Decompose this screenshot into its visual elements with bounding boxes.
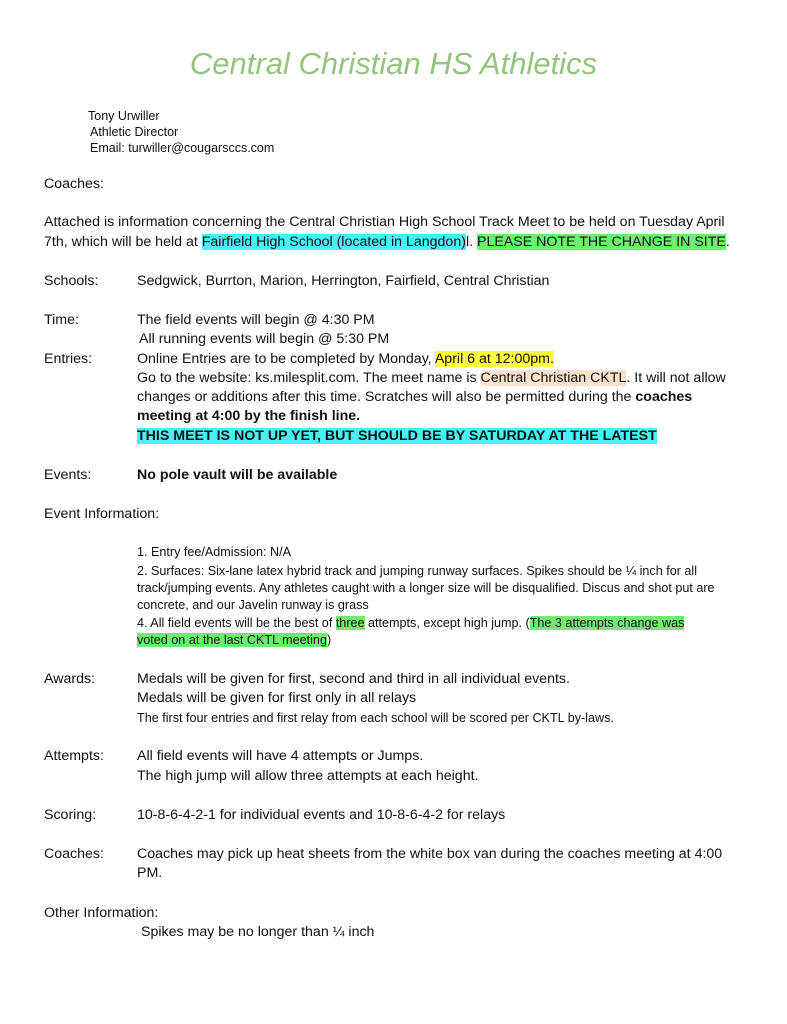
entries-line-4 (137, 408, 360, 424)
entries-line-2 (137, 370, 726, 386)
awards-line-2: Medals will be given for first only in all relays (137, 690, 417, 706)
schools-value: Sedgwick, Burrton, Marion, Herrington, Fairfield, Central Christian (137, 273, 550, 289)
awards-line-1: Medals will be given for first, second and third in all individual events. (137, 671, 570, 687)
entries-line-3 (137, 389, 692, 405)
other-info-value: Spikes may be no longer than ¼ inch (141, 924, 375, 940)
event-info-label: Event Information: (44, 506, 160, 522)
time-running: All running events will begin @ 5:30 PM (139, 331, 390, 347)
attempts-change-note: The 3 attempts change was (529, 616, 685, 630)
greeting: Coaches: (44, 176, 104, 192)
site-change-note: PLEASE NOTE THE CHANGE IN SITE (476, 234, 726, 250)
event-info-item-2-line-3: concrete, and our Javelin runway is grass (137, 598, 369, 612)
item-text: 4. All field events will be the best of (137, 616, 336, 630)
email-address: turwiller@cougarsccs.com (128, 141, 275, 155)
event-info-item-1: 1. Entry fee/Admission: N/A (137, 545, 291, 559)
entries-bold: coaches (635, 389, 693, 405)
entries-text: . It will not allow (626, 370, 726, 386)
site-highlight: Fairfield High School (located in Langdon) (201, 234, 466, 250)
scoring-value: 10-8-6-4-2-1 for individual events and 10-8-6-4-2 for relays (137, 807, 506, 823)
entries-deadline: April 6 at 12:00pm. (434, 351, 554, 367)
attempts-change-note: voted on at the last CKTL meeting (137, 633, 327, 647)
entries-notice-text: THIS MEET IS NOT UP YET, BUT SHOULD BE BY SATURDAY AT THE LATEST (137, 428, 657, 444)
event-info-item-2-line-1: 2. Surfaces: Six-lane latex hybrid track and jumping runway surfaces. Spikes should be ¼ inch for all (137, 564, 698, 578)
scoring-label: Scoring: (44, 807, 97, 823)
contact-name: Tony Urwiller (88, 109, 160, 123)
event-info-item-2-line-2: track/jumping events. Any athletes caught with a longer size will be disqualified. Discus and shot put are (137, 581, 715, 595)
intro-text: . (725, 234, 730, 250)
entries-bold: meeting at 4:00 by the finish line. (137, 408, 361, 424)
attempts-label: Attempts: (44, 748, 104, 764)
entries-text: changes or additions after this time. Scratches will also be permitted during the (137, 389, 636, 405)
intro-text: 7th, which will be held at (44, 234, 202, 250)
email-label: Email: (90, 141, 125, 155)
coaches-line-1: Coaches may pick up heat sheets from the white box van during the coaches meeting at 4:00 (137, 846, 723, 862)
coaches-line-2: PM. (137, 865, 163, 881)
awards-label: Awards: (44, 671, 95, 687)
event-info-item-4-line-2 (137, 633, 331, 647)
meet-name: Central Christian CKTL (480, 370, 627, 386)
contact-email-line (90, 141, 274, 155)
item-text: attempts, except high jump. ( (364, 616, 530, 630)
entries-text: Go to the website: ks.milesplit.com. The meet name is (137, 370, 481, 386)
entries-notice (137, 428, 657, 444)
events-label: Events: (44, 467, 92, 483)
intro-line-2 (44, 234, 730, 250)
schools-label: Schools: (44, 273, 99, 289)
page-title: Central Christian HS Athletics (189, 46, 598, 81)
entries-label: Entries: (44, 351, 93, 367)
contact-role: Athletic Director (90, 125, 179, 139)
coaches-label: Coaches: (44, 846, 104, 862)
entries-line-1 (137, 351, 554, 367)
entries-text: Online Entries are to be completed by Monday, (137, 351, 435, 367)
three-highlight: three (335, 616, 365, 630)
events-value (137, 467, 337, 483)
intro-text: l. (465, 234, 477, 250)
other-info-label: Other Information: (44, 905, 159, 921)
event-info-item-4-line-1 (137, 616, 684, 630)
time-label: Time: (44, 312, 79, 328)
awards-line-3: The first four entries and first relay from each school will be scored per CKTL by-laws. (137, 711, 614, 725)
events-value-text: No pole vault will be available (137, 467, 338, 483)
attempts-line-1: All field events will have 4 attempts or Jumps. (137, 748, 424, 764)
time-field: The field events will begin @ 4:30 PM (137, 312, 375, 328)
intro-line-1: Attached is information concerning the Central Christian High School Track Meet to be held on Tuesday April (44, 214, 725, 230)
attempts-line-2: The high jump will allow three attempts at each height. (137, 768, 479, 784)
item-text: ) (326, 633, 332, 647)
